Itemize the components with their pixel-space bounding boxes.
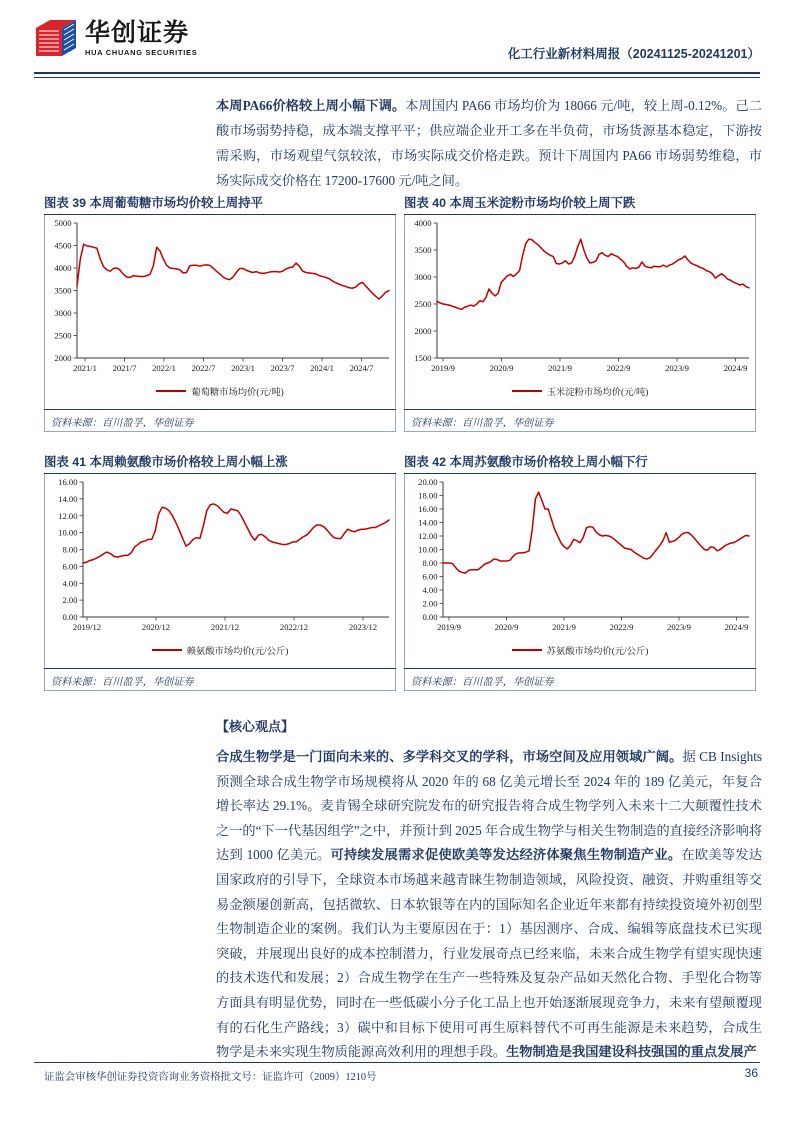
figure-41-source: 资料来源：百川盈孚，华创证券 <box>44 669 396 691</box>
intro-bold-lead: 本周PA66价格较上周小幅下调。 <box>216 98 406 113</box>
legend-swatch <box>156 390 186 392</box>
legend-swatch <box>512 649 542 651</box>
core-text-1: 据 CB Insights 预测全球合成生物学市场规模将从 2020 年的 68 亿美元增长至 2024 年的 189 亿美元，年复合增长率达 29.1%。麦肯锡全球研究院发布的研究报告将合成生物学列入未来十二大颠覆性技术之一的“下一代基因组学”之中，并预计到 2025 年合成生物学与相关生物制造的直接经济影响将达到 1000 亿美元。 <box>216 749 763 863</box>
figure-39-chart <box>44 215 396 409</box>
core-bold-2: 可持续发展需求促使欧美等发达经济体聚焦生物制造产业。 <box>330 847 682 863</box>
svg-text:8.00: 8.00 <box>62 544 78 555</box>
legend-label: 苏氨酸市场均价(元/公斤) <box>546 647 649 657</box>
figure-40-title: 图表 40 本周玉米淀粉市场均价较上周下跌 <box>404 193 756 215</box>
figure-42-legend <box>405 643 755 657</box>
svg-text:2024/9: 2024/9 <box>723 363 748 373</box>
svg-text:12.00: 12.00 <box>418 531 438 541</box>
figure-39-source: 资料来源：百川盈孚，华创证券 <box>44 410 396 432</box>
svg-text:2022/9: 2022/9 <box>606 363 631 373</box>
header-divider-thin <box>34 77 760 78</box>
svg-text:2024/7: 2024/7 <box>349 363 374 373</box>
core-text-2: 在欧美等发达国家政府的引导下，全球资本市场越来越青睐生物制造领域，风险投资、融资、并购重组等交易金额屡创新高，包括微软、日本软银等在内的国际知名企业近年来都有持续投资境外初创型生物制造企业的案例。我们认为主要原因在于：1）基因测序、合成、编辑等底盘技术已实现突破，并展现出良好的成本控制潜力，行业发展奇点已经来临，未来合成生物学有望实现快速的技术迭代和发展；2）合成生物学在生产一些特殊及复杂产品如天然化合物、手型化合物等方面具有明显优势，同时在一些低碳小分子化工品上也开始逐渐展现竞争力，未来有望颠覆现有的石化生产路线；3）碳中和目标下使用可再生原料替代不可再生能源是未来趋势，合成生物学是未来实现生物质能源高效利用的理想手段。 <box>216 847 763 1060</box>
figure-42-title: 图表 42 本周苏氨酸市场价格较上周小幅下行 <box>404 452 756 474</box>
figure-42-source: 资料来源：百川盈孚，华创证券 <box>404 669 756 691</box>
svg-text:16.00: 16.00 <box>58 477 78 487</box>
figure-40-chart <box>404 215 756 409</box>
intro-body: 本周国内 PA66 市场均价为 18066 元/吨，较上周-0.12%。己二酸市场弱势持稳，成本端支撑平平；供应端企业开工多在半负荷，市场货源基本稳定，下游按需采购，市场观望气氛较浓，市场实际成交价格走跌。预计下周国内 PA66 市场弱势维稳，市场实际成交价格在 17200-17600 元/吨之间。 <box>216 98 762 188</box>
figure-41-chart <box>44 474 396 668</box>
svg-text:2000: 2000 <box>54 353 72 363</box>
legend-swatch <box>152 649 182 651</box>
svg-text:8.00: 8.00 <box>422 558 438 568</box>
svg-text:4500: 4500 <box>54 240 72 251</box>
core-bold-3: 生物制造是我国建设科技强国的重点发展产 <box>506 1044 757 1060</box>
svg-text:2021/9: 2021/9 <box>552 622 576 632</box>
page-header <box>0 0 794 80</box>
svg-text:0.00: 0.00 <box>62 612 78 622</box>
legend-label: 玉米淀粉市场均价(元/吨) <box>546 388 649 398</box>
svg-text:4.00: 4.00 <box>422 585 438 595</box>
svg-text:2023/12: 2023/12 <box>348 622 378 632</box>
svg-text:2024/9: 2024/9 <box>724 622 749 632</box>
figure-40-source: 资料来源：百川盈孚，华创证券 <box>404 410 756 432</box>
intro-paragraph <box>216 93 762 193</box>
svg-text:20.00: 20.00 <box>418 477 438 487</box>
legend-label: 赖氨酸市场均价(元/公斤) <box>186 647 289 657</box>
svg-text:2024/1: 2024/1 <box>310 363 334 373</box>
svg-text:4.00: 4.00 <box>62 578 78 589</box>
svg-text:2020/12: 2020/12 <box>141 622 171 632</box>
svg-text:6.00: 6.00 <box>62 561 78 572</box>
svg-text:3500: 3500 <box>414 245 432 255</box>
svg-text:3000: 3000 <box>414 272 432 282</box>
svg-text:2023/9: 2023/9 <box>667 622 691 632</box>
figure-40-plot <box>405 215 755 387</box>
figure-40-legend <box>405 384 755 398</box>
svg-text:2020/9: 2020/9 <box>489 363 514 373</box>
svg-text:3000: 3000 <box>54 308 72 318</box>
legend-swatch <box>512 390 542 392</box>
svg-text:2019/9: 2019/9 <box>431 363 455 373</box>
report-title: 化工行业新材料周报（20241125-20241201） <box>507 47 760 61</box>
svg-text:2500: 2500 <box>414 299 432 309</box>
footer-divider <box>34 1062 760 1063</box>
svg-text:14.00: 14.00 <box>418 517 438 528</box>
page-number: 36 <box>744 1066 758 1080</box>
core-view-body <box>216 745 762 1065</box>
svg-text:2022/12: 2022/12 <box>279 622 309 632</box>
figure-41-legend <box>45 643 395 657</box>
svg-text:2500: 2500 <box>54 330 72 341</box>
figure-39-plot <box>45 215 395 387</box>
svg-text:2021/1: 2021/1 <box>73 363 97 373</box>
svg-text:4000: 4000 <box>414 218 432 228</box>
svg-text:3500: 3500 <box>54 285 72 296</box>
svg-text:2019/12: 2019/12 <box>72 622 102 632</box>
figure-39-legend <box>45 384 395 398</box>
svg-text:18.00: 18.00 <box>418 490 438 501</box>
logo-cube-icon <box>34 18 78 60</box>
figure-39-title: 图表 39 本周葡萄糖市场均价较上周持平 <box>44 193 396 215</box>
svg-text:1500: 1500 <box>414 353 432 363</box>
svg-text:2021/9: 2021/9 <box>548 363 572 373</box>
svg-text:2020/9: 2020/9 <box>494 622 519 632</box>
svg-text:4000: 4000 <box>54 263 72 273</box>
footer-disclaimer: 证监会审核华创证券投资咨询业务资格批文号：证监许可（2009）1210号 <box>44 1072 377 1083</box>
svg-text:0.00: 0.00 <box>422 612 438 622</box>
svg-text:2023/1: 2023/1 <box>231 363 255 373</box>
svg-text:2021/12: 2021/12 <box>210 622 240 632</box>
figure-41-title: 图表 41 本周赖氨酸市场价格较上周小幅上涨 <box>44 452 396 474</box>
figure-42-plot <box>405 474 755 646</box>
svg-text:10.00: 10.00 <box>58 527 78 538</box>
figure-panel-39 <box>44 193 396 432</box>
svg-text:2.00: 2.00 <box>62 595 78 606</box>
svg-text:10.00: 10.00 <box>418 544 438 555</box>
header-divider <box>34 72 760 74</box>
svg-text:2.00: 2.00 <box>422 598 438 609</box>
svg-text:2023/9: 2023/9 <box>665 363 689 373</box>
logo-text-cn: 华创证券 <box>85 19 190 48</box>
figure-panel-40 <box>404 193 756 432</box>
svg-text:12.00: 12.00 <box>58 510 78 521</box>
figure-42-chart <box>404 474 756 668</box>
legend-label: 葡萄糖市场均价(元/吨) <box>191 388 284 398</box>
core-view-heading: 【核心观点】 <box>216 719 295 734</box>
svg-text:2023/7: 2023/7 <box>270 363 295 373</box>
svg-text:16.00: 16.00 <box>418 504 438 514</box>
core-bold-1: 合成生物学是一门面向未来的、多学科交叉的学科，市场空间及应用领域广阔。 <box>216 749 683 764</box>
svg-text:5000: 5000 <box>54 218 72 228</box>
figure-panel-41 <box>44 452 396 691</box>
svg-text:2022/9: 2022/9 <box>609 622 634 632</box>
figure-panel-42 <box>404 452 756 691</box>
company-logo <box>34 18 197 60</box>
svg-text:2022/1: 2022/1 <box>152 363 176 373</box>
logo-text-en: HUA CHUANG SECURITIES <box>85 48 198 58</box>
svg-text:2019/9: 2019/9 <box>437 622 461 632</box>
svg-text:6.00: 6.00 <box>422 571 438 582</box>
svg-text:14.00: 14.00 <box>58 493 78 504</box>
svg-text:2022/7: 2022/7 <box>191 363 216 373</box>
figure-41-plot <box>45 474 395 646</box>
svg-text:2021/7: 2021/7 <box>112 363 137 373</box>
svg-text:2000: 2000 <box>414 326 432 336</box>
